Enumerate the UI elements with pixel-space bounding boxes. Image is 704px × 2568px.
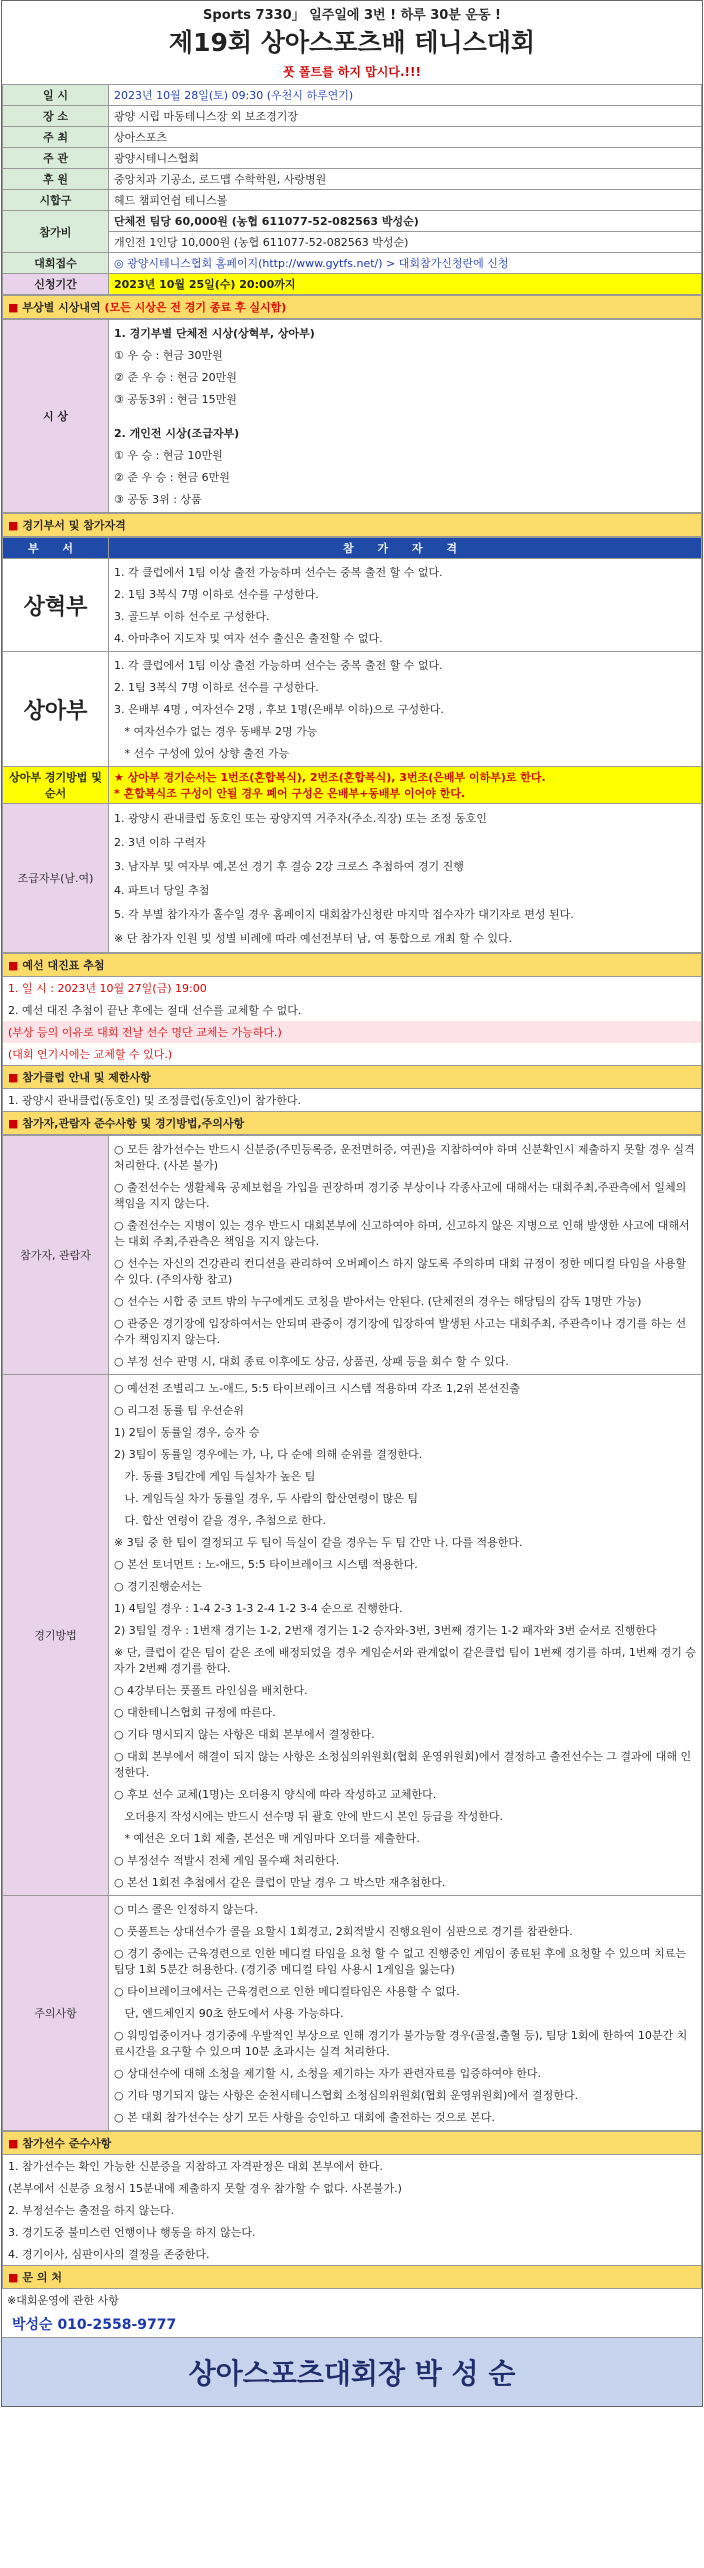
prize-item: ① 우 승 : 현금 10만원	[114, 449, 223, 462]
prize-item: ③ 공동3위 : 현금 15만원	[114, 393, 237, 406]
caution-rule: ○ 기타 명기되지 않는 사항은 순천시테니스협회 소청심의위원회(협회 운영위원회)에서 결정한다.	[114, 2089, 579, 2102]
division-name: 상혁부	[3, 559, 109, 652]
method-rule: ○ 예선전 조별리그 노-애드, 5:5 타이브레이크 시스템 적용하며 각조 1,2위 본선진출	[114, 1382, 521, 1395]
compliance-item: 3. 경기도중 불미스런 언행이나 행동을 하지 않는다.	[2, 2221, 702, 2243]
compliance-section-title: 참가선수 준수사항	[22, 2137, 112, 2150]
method-rule: 1) 2팀이 동률일 경우, 승자 승	[114, 1426, 260, 1439]
caution-rule: ○ 상대선수에 대해 소청을 제기할 시, 소청을 제기하는 자가 관련자료를 입증하여야 한다.	[114, 2067, 541, 2080]
participant-rule: ○ 관중은 경기장에 입장하여서는 안되며 관중이 경기장에 입장하여 발생된 사고는 대회주최, 주관측이나 경기를 하는 선수가 책임지지 않는다.	[114, 1317, 687, 1346]
inquiry-phone[interactable]: 박성순 010-2558-9777	[12, 2317, 177, 2333]
info-label: 일 시	[3, 85, 109, 106]
prize-content	[109, 320, 702, 513]
division-rule: 1. 각 클럽에서 1팀 이상 출전 가능하며 선수는 중복 출전 할 수 없다.	[114, 659, 443, 672]
prize-section-note: (모든 시상은 전 경기 종료 후 실시함)	[104, 301, 287, 314]
draw-info	[2, 977, 702, 1065]
info-row	[3, 85, 702, 106]
participant-rule: ○ 출전선수는 지병이 있는 경우 반드시 대회본부에 신고하여야 하며, 신고하지 않은 지병으로 인해 발생한 사고에 대해서는 대회 주최,주관측은 책임을 지지 않는다.	[114, 1219, 690, 1248]
info-row	[3, 106, 702, 127]
method-rule: ○ 본선 1회전 추첨에서 같은 클럽이 만날 경우 그 박스만 재추첨한다.	[114, 1876, 446, 1889]
division-rule: * 선수 구성에 있어 상향 출전 가능	[114, 747, 290, 760]
mixed-line-1: ★ 상아부 경기순서는 1번조(혼합복식), 2번조(혼합복식), 3번조(은배부 이하부)로 한다.	[114, 771, 546, 784]
draw-section-header: ■ 예선 대진표 추첨	[2, 953, 702, 977]
draw-line: 2. 예선 대진 추첨이 끝난 후에는 절대 선수를 교체할 수 없다.	[2, 999, 702, 1021]
prize-item: ① 우 승 : 현금 30만원	[114, 349, 223, 362]
top-note: Sports 7330」 일주일에 3번 ! 하루 30분 운동 !	[203, 8, 501, 23]
participants-label: 참가자, 관람자	[3, 1136, 109, 1375]
prize-table	[2, 319, 702, 513]
inquiry-label: ※대회운영에 관한 사항	[7, 2294, 119, 2307]
division-rule: * 여자선수가 없는 경우 동배부 2명 가능	[114, 725, 318, 738]
mixed-rules	[109, 767, 702, 804]
caution-rule: ○ 워밍업중이거나 경기중에 우발적인 부상으로 인해 경기가 불가능할 경우(골절,출혈 등), 팀당 1회에 한하여 10분간 치료시간을 요구할 수 있으며 10분 초과시는 실격 처리한다.	[114, 2029, 688, 2058]
method-rule: ※ 3팀 중 한 팀이 결정되고 두 팀이 득실이 같을 경우는 두 팀 간만 나. 다를 적용한다.	[114, 1536, 523, 1549]
prize-item: ③ 공동 3위 : 상품	[114, 493, 202, 506]
page-title: 제19회 상아스포츠배 테니스대회	[168, 28, 536, 57]
method-rule: 1) 4팀일 경우 : 1-4 2-3 1-3 2-4 1-2 3-4 순으로 진행한다.	[114, 1602, 403, 1615]
club-section-header: ■ 참가클럽 안내 및 제한사항	[2, 1065, 702, 1089]
junior-rule: ※ 단 참가자 인원 및 성별 비례에 따라 예선전부터 남, 여 통합으로 개최 할 수 있다.	[114, 932, 513, 945]
info-label: 주 관	[3, 148, 109, 169]
division-rule: 1. 각 클럽에서 1팀 이상 출전 가능하며 선수는 중복 출전 할 수 없다.	[114, 566, 443, 579]
info-label: 후 원	[3, 169, 109, 190]
prize-item: ② 준 우 승 : 현금 6만원	[114, 471, 230, 484]
method-rule: 오더용지 작성시에는 반드시 선수명 뒤 괄호 안에 반드시 본인 등급을 작성한다.	[114, 1810, 503, 1823]
junior-rule: 2. 3년 이하 구력자	[114, 836, 206, 849]
method-rule: ○ 대한테니스협회 규정에 따른다.	[114, 1706, 276, 1719]
inquiry-section-header: ■ 문 의 처	[2, 2265, 702, 2289]
info-label: 시합구	[3, 190, 109, 211]
draw-line: (대회 연기시에는 교체할 수 있다.)	[2, 1043, 702, 1065]
method-rule: ○ 4강부터는 풋폴트 라인심을 배치한다.	[114, 1684, 308, 1697]
compliance-section-header: ■ 참가선수 준수사항	[2, 2131, 702, 2155]
eligibility-table	[2, 537, 702, 953]
rules-table	[2, 1135, 702, 2131]
junior-rule: 5. 각 부별 참가자가 홀수일 경우 홈페이지 대회참가신청란 마지막 접수자가 대기자로 편성 된다.	[114, 908, 574, 921]
inquiry-section-title: 문 의 처	[22, 2271, 62, 2284]
rules-section-header: ■ 참가자,관람자 준수사항 및 경기방법,주의사항	[2, 1111, 702, 1135]
compliance-item: 2. 부정선수는 출전을 하지 않는다.	[2, 2199, 702, 2221]
footer-signature: 상아스포츠대회장 박 성 순	[2, 2337, 702, 2406]
fee-label: 참가비	[3, 211, 109, 253]
method-rule: ○ 기타 명시되지 않는 사항은 대회 본부에서 결정한다.	[114, 1728, 375, 1741]
caution-rule: ○ 본 대회 참가선수는 상기 모든 사항을 승인하고 대회에 출전하는 것으로 본다.	[114, 2111, 495, 2124]
draw-line: 1. 일 시 : 2023년 10월 27일(금) 19:00	[2, 977, 702, 999]
deadline-label: 신청기간	[3, 274, 109, 295]
method-rule: ○ 본선 토너먼트 : 노-애드, 5:5 타이브레이크 시스템 적용한다.	[114, 1558, 418, 1571]
caution-rule: 단, 엔드체인지 90초 한도에서 사용 가능하다.	[114, 2007, 344, 2020]
draw-line: (부상 등의 이유로 대회 전날 선수 명단 교체는 가능하다.)	[2, 1021, 702, 1043]
compliance-list	[2, 2155, 702, 2265]
registration-label: 대회접수	[3, 253, 109, 274]
fee-line-individual: 개인전 1인당 10,000원 (농협 611077-52-082563 박성순)	[109, 232, 702, 253]
division-row	[3, 559, 702, 652]
method-rule: ○ 대회 본부에서 해결이 되지 않는 사항은 소청심의위원회(협회 운영위원회)에서 결정하고 출전선수는 그 결과에 대해 인정한다.	[114, 1750, 692, 1779]
prize-item: ② 준 우 승 : 현금 20만원	[114, 371, 237, 384]
draw-section-title: 예선 대진표 추첨	[22, 959, 105, 972]
junior-label: 조급자부(남.여)	[3, 804, 109, 953]
division-name: 상아부	[3, 652, 109, 767]
caution-rule: ○ 풋폴트는 상대선수가 콜을 요할시 1회경고, 2회적발시 진행요원이 심판으로 경기를 참관한다.	[114, 1925, 573, 1938]
info-value: 광양 시립 마동테니스장 외 보조경기장	[109, 106, 702, 127]
elig-header-dept: 부 서	[3, 538, 109, 559]
info-value: 상아스포츠	[109, 127, 702, 148]
prize-label: 시 상	[3, 320, 109, 513]
caution-rules	[109, 1896, 702, 2131]
eligibility-section-header: ■ 경기부서 및 참가자격	[2, 513, 702, 537]
rules-section-title: 참가자,관람자 준수사항 및 경기방법,주의사항	[22, 1117, 245, 1130]
method-rule: 2) 3팀일 경우 : 1번재 경기는 1-2, 2번재 경기는 1-2 승자와-3번, 3번째 경기는 1-2 패자와 3번 순서로 진행한다	[114, 1624, 657, 1637]
division-rule: 2. 1팀 3복식 7명 이하로 선수를 구성한다.	[114, 588, 319, 601]
division-rule: 3. 골드부 이하 선수로 구성한다.	[114, 610, 270, 623]
info-value: 광양시테니스협회	[109, 148, 702, 169]
division-rule: 2. 1팀 3복식 7명 이하로 선수를 구성한다.	[114, 681, 319, 694]
division-row	[3, 652, 702, 767]
compliance-item: 1. 참가선수는 확인 가능한 신분증을 지참하고 자격판정은 대회 본부에서 한다.	[2, 2155, 702, 2177]
info-row	[3, 169, 702, 190]
info-value: 중앙치과 기공소, 로드맵 수학학원, 사랑병원	[109, 169, 702, 190]
method-label: 경기방법	[3, 1375, 109, 1896]
prize-group1-title: 1. 경기부별 단체전 시상(상혁부, 상아부)	[114, 327, 315, 340]
info-label: 장 소	[3, 106, 109, 127]
division-rule: 4. 아마추어 지도자 및 여자 선수 출신은 출전할 수 없다.	[114, 632, 383, 645]
method-rule: 가. 동률 3팀간에 게임 득실차가 높은 팀	[114, 1470, 316, 1483]
info-table	[2, 84, 702, 295]
junior-rules	[109, 804, 702, 953]
info-row	[3, 127, 702, 148]
mixed-line-2: * 혼합복식조 구성이 안될 경우 폐어 구성은 은배부+동배부 이어야 한다.	[114, 787, 466, 800]
fee-line-team: 단체전 팀당 60,000원 (농협 611077-52-082563 박성순)	[109, 211, 702, 232]
subtitle: 풋 폴트를 하지 맙시다.!!!	[283, 65, 421, 79]
division-rule: 3. 은배부 4명 , 여자선수 2명 , 후보 1명(은배부 이하)으로 구성한다.	[114, 703, 444, 716]
method-rule: ○ 리그전 동률 팀 우선순위	[114, 1404, 244, 1417]
info-value: 2023년 10월 28일(토) 09:30 (우천시 하루연기)	[109, 85, 702, 106]
elig-header-qual: 참 가 자 격	[109, 538, 702, 559]
method-rule: 나. 게임득실 차가 동률일 경우, 두 사람의 합산연령이 많은 팀	[114, 1492, 418, 1505]
eligibility-section-title: 경기부서 및 참가자격	[22, 519, 126, 532]
participant-rule: ○ 모든 참가선수는 반드시 신분증(주민등록증, 운전면허증, 여권)을 지참하여야 하며 신분확인시 제출하지 못할 경우 실격처리한다. (사본 불가)	[114, 1143, 695, 1172]
info-label: 주 최	[3, 127, 109, 148]
division-rules	[109, 559, 702, 652]
prize-section-title: 부상별 시상내역	[22, 301, 101, 314]
compliance-item: 4. 경기이사, 심판이사의 결정을 존중한다.	[2, 2243, 702, 2265]
prize-section-header: ■ 부상별 시상내역 (모든 시상은 전 경기 종료 후 실시함)	[2, 295, 702, 319]
info-value: 헤드 챔피언쉽 테니스볼	[109, 190, 702, 211]
participant-rule: ○ 부정 선수 판명 시, 대회 종료 이후에도 상금, 상품권, 상패 등을 회수 할 수 있다.	[114, 1355, 509, 1368]
junior-rule: 1. 광양시 관내클럽 동호인 또는 광양지역 거주자(주소.직장) 또는 조정 동호인	[114, 812, 487, 825]
registration-link[interactable]: ◎ 광양시테니스협회 홈페이지(http://www.gytfs.net/) > 대회참가신청란에 신청	[109, 253, 702, 274]
method-rule: ○ 후보 선수 교체(1명)는 오더용지 양식에 따라 작성하고 교체한다.	[114, 1788, 437, 1801]
method-rule: 2) 3팀이 동률일 경우에는 가, 나, 다 순에 의해 순위를 결정한다.	[114, 1448, 423, 1461]
tournament-notice	[1, 0, 703, 2407]
participants-rules	[109, 1136, 702, 1375]
participant-rule: ○ 출전선수는 생활체육 공제보험을 가입을 권장하며 경기중 부상이나 각종사고에 대해서는 대회주최,주관측에서 일체의 책임을 지지 않는다.	[114, 1181, 690, 1210]
method-rule: ○ 경기진행순서는	[114, 1580, 202, 1593]
method-rule: ○ 부정선수 적발시 전체 게임 몰수패 처리한다.	[114, 1854, 340, 1867]
info-row	[3, 190, 702, 211]
deadline-value: 2023년 10월 25일(수) 20:00까지	[109, 274, 702, 295]
info-row	[3, 148, 702, 169]
junior-rule: 4. 파트너 당일 추첨	[114, 884, 210, 897]
caution-rule: ○ 경기 중에는 근육경련으로 인한 메디컬 타임을 요청 할 수 없고 진행중인 게임이 종료된 후에 요청할 수 있으며 치료는 팀당 1회 5분간 허용한다. (경기중 메디컬 타임 사용시 1게임을 잃는다)	[114, 1947, 690, 1976]
caution-label: 주의사항	[3, 1896, 109, 2131]
prize-group2-title: 2. 개인전 시상(조급자부)	[114, 427, 240, 440]
method-rule: ※ 단, 클럽이 같은 팀이 같은 조에 배정되었을 경우 게임순서와 관계없이 같은클럽 팀이 1번째 경기를 하며, 1번째 경기 승자가 2번째 경기를 한다.	[114, 1646, 696, 1675]
mixed-label: 상아부 경기방법 및 순서	[3, 767, 109, 804]
compliance-item: (본부에서 신분증 요청시 15분내에 제출하지 못할 경우 참가할 수 없다. 사본불가.)	[2, 2177, 702, 2199]
junior-rule: 3. 남자부 및 여자부 예,본선 경기 후 결승 2강 크로스 추첨하여 경기 진행	[114, 860, 464, 873]
participant-rule: ○ 선수는 시합 중 코트 밖의 누구에게도 코칭을 받아서는 안된다. (단체전의 경우는 해당팀의 감독 1명만 가능)	[114, 1295, 642, 1308]
club-text: 1. 광양시 관내클럽(동호인) 및 조정클럽(동호인)이 참가한다.	[2, 1089, 702, 1111]
method-rules	[109, 1375, 702, 1896]
caution-rule: ○ 미스 콜은 인정하지 않는다.	[114, 1903, 258, 1916]
participant-rule: ○ 선수는 자신의 건강관리 컨디션을 관리하여 오버페이스 하지 않도록 주의하며 대회 규정이 정한 메디컬 타임을 사용할 수 있다. (주의사항 참고)	[114, 1257, 690, 1286]
division-rules	[109, 652, 702, 767]
caution-rule: ○ 타이브레이크에서는 근육경련으로 인한 메디컬타임은 사용할 수 없다.	[114, 1985, 460, 1998]
method-rule: * 예선은 오더 1회 제출, 본선은 매 게임마다 오더를 제출한다.	[114, 1832, 420, 1845]
club-section-title: 참가클럽 안내 및 제한사항	[22, 1071, 151, 1084]
method-rule: 다. 합산 연령이 같을 경우, 추첨으로 한다.	[114, 1514, 326, 1527]
